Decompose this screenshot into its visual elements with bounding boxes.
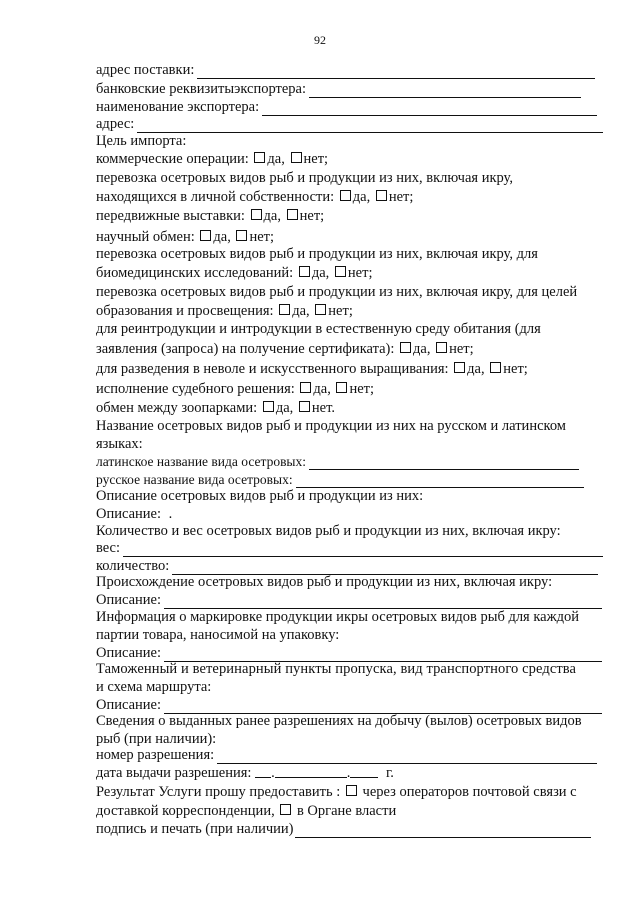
customs-heading-line1: Таможенный и ветеринарный пункты пропуска, вид транспортного средства bbox=[96, 661, 577, 677]
purpose-science: научный обмен: да, нет; bbox=[96, 229, 275, 245]
checkbox-zoo-yes[interactable] bbox=[263, 401, 274, 412]
quantity-label: количество: bbox=[96, 558, 170, 574]
checkbox-court-yes[interactable] bbox=[300, 382, 311, 393]
bank-details-label: банковские реквизитыэкспортера: bbox=[96, 81, 306, 97]
marking-heading-line1: Информация о маркировке продукции икры осетровых видов рыб для каждой bbox=[96, 609, 580, 625]
delivery-address-line[interactable] bbox=[197, 65, 595, 79]
purpose-education-line1: перевозка осетровых видов рыб и продукции из них, включая икру, для целей bbox=[96, 284, 578, 300]
russian-name-line[interactable] bbox=[296, 474, 584, 488]
checkbox-result-post[interactable] bbox=[346, 785, 357, 796]
purpose-reintro-line2: заявления (запроса) на получение сертификата): да, нет; bbox=[96, 341, 474, 357]
exporter-name-line[interactable] bbox=[262, 102, 597, 116]
checkbox-breeding-yes[interactable] bbox=[454, 362, 465, 373]
checkbox-reintro-no[interactable] bbox=[436, 342, 447, 353]
checkbox-result-office[interactable] bbox=[280, 804, 291, 815]
bank-details-field bbox=[96, 81, 581, 98]
permit-date-month[interactable] bbox=[275, 765, 347, 778]
checkbox-commercial-no[interactable] bbox=[291, 152, 302, 163]
permit-date-field: дата выдачи разрешения: . . г. bbox=[96, 765, 394, 781]
permit-number-label: номер разрешения: bbox=[96, 747, 215, 763]
permit-date-year-suffix: г. bbox=[385, 765, 394, 781]
address-field bbox=[96, 116, 603, 133]
weight-line[interactable] bbox=[123, 543, 603, 557]
purpose-court: исполнение судебного решения: да, нет; bbox=[96, 381, 375, 397]
marking-description-line[interactable] bbox=[164, 648, 602, 662]
purpose-personal-line1: перевозка осетровых видов рыб и продукции из них, включая икру, bbox=[96, 170, 513, 186]
permits-heading-line2: рыб (при наличии): bbox=[96, 731, 217, 747]
checkbox-biomed-yes[interactable] bbox=[299, 266, 310, 277]
description-field bbox=[96, 506, 172, 523]
bank-details-line[interactable] bbox=[309, 84, 581, 98]
checkbox-science-yes[interactable] bbox=[200, 230, 211, 241]
checkbox-exhibitions-no[interactable] bbox=[287, 209, 298, 220]
purpose-education-line2: образования и просвещения: да, нет; bbox=[96, 303, 353, 319]
description-value[interactable]: . bbox=[168, 506, 173, 522]
marking-description-field bbox=[96, 645, 602, 662]
permits-heading-line1: Сведения о выданных ранее разрешениях на добычу (вылов) осетровых видов bbox=[96, 713, 582, 729]
signature-line[interactable] bbox=[295, 824, 591, 838]
delivery-address-label: адрес поставки: bbox=[96, 62, 195, 78]
description-label: Описание: bbox=[96, 506, 162, 522]
customs-description-field bbox=[96, 697, 602, 714]
customs-description-line[interactable] bbox=[164, 700, 602, 714]
customs-description-label: Описание: bbox=[96, 697, 162, 713]
purpose-reintro-line1: для реинтродукции и интродукции в естественную среду обитания (для bbox=[96, 321, 541, 337]
species-heading-line2: языках: bbox=[96, 436, 143, 452]
purpose-biomed-line1: перевозка осетровых видов рыб и продукции из них, включая икру, для bbox=[96, 246, 538, 262]
description-heading: Описание осетровых видов рыб и продукции из них: bbox=[96, 488, 424, 504]
weight-label: вес: bbox=[96, 540, 121, 556]
russian-name-field bbox=[96, 472, 584, 488]
origin-description-label: Описание: bbox=[96, 592, 162, 608]
delivery-address-field bbox=[96, 62, 595, 79]
result-line1: Результат Услуги прошу предоставить : через операторов почтовой связи с bbox=[96, 784, 577, 800]
signature-label: подпись и печать (при наличии) bbox=[96, 821, 294, 837]
permit-date-year[interactable] bbox=[350, 765, 378, 778]
russian-name-label: русское название вида осетровых: bbox=[96, 472, 293, 487]
purpose-commercial: коммерческие операции: да, нет; bbox=[96, 151, 329, 167]
result-line2: доставкой корреспонденции, в Органе власти bbox=[96, 803, 397, 819]
purpose-breeding: для разведения в неволе и искусственного выращивания: да, нет; bbox=[96, 361, 528, 377]
checkbox-reintro-yes[interactable] bbox=[400, 342, 411, 353]
signature-field bbox=[96, 821, 591, 838]
latin-name-label: латинское название вида осетровых: bbox=[96, 454, 307, 469]
checkbox-personal-yes[interactable] bbox=[340, 190, 351, 201]
marking-heading-line2: партии товара, наносимой на упаковку: bbox=[96, 627, 340, 643]
purpose-personal-line2: находящихся в личной собственности: да, нет; bbox=[96, 189, 414, 205]
page-number: 92 bbox=[314, 33, 326, 47]
latin-name-field bbox=[96, 454, 579, 470]
checkbox-exhibitions-yes[interactable] bbox=[251, 209, 262, 220]
permit-date-label: дата выдачи разрешения: bbox=[96, 765, 252, 781]
quantity-field bbox=[96, 558, 598, 575]
checkbox-science-no[interactable] bbox=[236, 230, 247, 241]
permit-number-line[interactable] bbox=[217, 750, 597, 764]
latin-name-line[interactable] bbox=[309, 456, 579, 470]
weight-field bbox=[96, 540, 603, 557]
purpose-exhibitions: передвижные выставки: да, нет; bbox=[96, 208, 325, 224]
quantity-heading: Количество и вес осетровых видов рыб и продукции из них, включая икру: bbox=[96, 523, 561, 539]
checkbox-biomed-no[interactable] bbox=[335, 266, 346, 277]
origin-description-line[interactable] bbox=[164, 595, 602, 609]
checkbox-zoo-no[interactable] bbox=[299, 401, 310, 412]
checkbox-education-yes[interactable] bbox=[279, 304, 290, 315]
exporter-name-label: наименование экспортера: bbox=[96, 99, 260, 115]
quantity-line[interactable] bbox=[172, 561, 598, 575]
checkbox-education-no[interactable] bbox=[315, 304, 326, 315]
purpose-biomed-line2: биомедицинских исследований: да, нет; bbox=[96, 265, 373, 281]
origin-description-field bbox=[96, 592, 602, 609]
customs-heading-line2: и схема маршрута: bbox=[96, 679, 212, 695]
address-label: адрес: bbox=[96, 116, 135, 132]
import-purpose-title: Цель импорта: bbox=[96, 133, 187, 149]
address-line[interactable] bbox=[137, 119, 603, 133]
exporter-name-field bbox=[96, 99, 597, 116]
purpose-zoo: обмен между зоопарками: да, нет. bbox=[96, 400, 335, 416]
marking-description-label: Описание: bbox=[96, 645, 162, 661]
permit-date-day[interactable] bbox=[255, 765, 271, 778]
permit-number-field bbox=[96, 747, 597, 764]
checkbox-breeding-no[interactable] bbox=[490, 362, 501, 373]
species-heading-line1: Название осетровых видов рыб и продукции из них на русском и латинском bbox=[96, 418, 566, 434]
checkbox-personal-no[interactable] bbox=[376, 190, 387, 201]
checkbox-commercial-yes[interactable] bbox=[254, 152, 265, 163]
checkbox-court-no[interactable] bbox=[336, 382, 347, 393]
origin-heading: Происхождение осетровых видов рыб и продукции из них, включая икру: bbox=[96, 574, 553, 590]
